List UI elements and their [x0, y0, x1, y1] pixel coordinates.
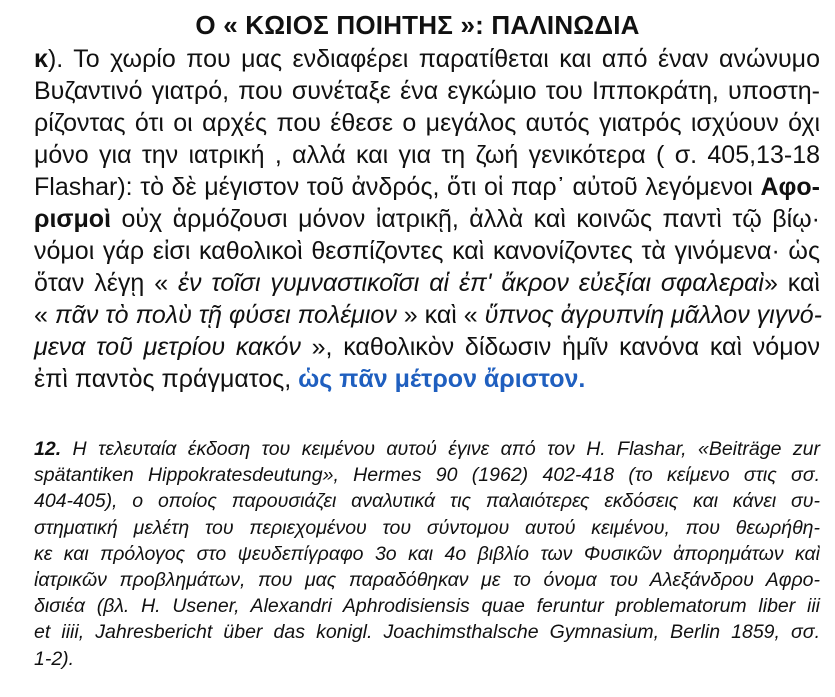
text-line: « πᾶν τὸ πολὺ τῇ φύσει πολέμιον » καὶ « ὕπνος ἀγρυπνίη μᾶλλον γιγνό- [34, 301, 822, 329]
text-line: κ). Το χωρίο που μας ενδιαφέρει παρατίθεται και από έναν ανώνυμο [34, 45, 820, 73]
bold-term: Αφο- [760, 173, 820, 201]
footnote-line: 404-405), ο οποίος παρουσιάζει αναλυτικά τις παλαιότερες εκδόσεις και κάνει συ- [34, 490, 820, 513]
quotation: ἐν τοῖσι γυμναστικοῖσι αἱ ἐπ' ἄκρον εὐεξίαι σφαλεραὶ [178, 269, 764, 297]
highlighted-phrase: ὡς πᾶν μέτρον ἄριστον. [298, 365, 586, 393]
text-line: Flashar): τὸ δὲ μέγιστον τοῦ ἀνδρός, ὅτι οἱ παρ᾽ αὐτοῦ λεγόμενοι Αφο- [34, 173, 820, 201]
text-line: Βυζαντινό γιατρό, που συνέταξε ένα εγκώμιο του Ιπποκράτη, υποστη- [34, 77, 820, 105]
text-line: ρισμοὶ οὐχ ἁρμόζουσι μόνον ἰατρικῇ, ἀλλὰ καὶ κοινῶς παντὶ τῷ βίῳ· [34, 205, 820, 233]
quotation: πᾶν τὸ πολὺ τῇ φύσει πολέμιον [54, 301, 397, 329]
footnote-line: κε και πρόλογος στο ψευδεπίγραφο 3ο και 4ο βιβλίο των Φυσικῶν ἀπορημάτων καὶ [34, 542, 820, 565]
text-line: ρίζοντας ότι οι αρχές που έθεσε ο μεγάλος αυτός γιατρός ισχύουν όχι [34, 109, 820, 137]
footnote-line: στηματική μελέτη του περιεχομένου του σύντομου αυτού κειμένου, που θεωρήθη- [34, 516, 820, 539]
bold-term: ρισμοὶ [34, 205, 112, 233]
item-letter: κ [34, 45, 48, 73]
footnote [34, 436, 820, 672]
footnote-line: δισιέα (βλ. H. Usener, Alexandri Aphrodisiensis quae feruntur problematorum liber iii [34, 595, 820, 618]
footnote-line: ἰατρικῶν προβλημάτων, που μας παραδόθηκαν με το όνομα του Αλεξάνδρου Αφρο- [34, 569, 820, 592]
text-line: μενα τοῦ μετρίου κακόν », καθολικὸν δίδωσιν ἡμῖν κανόνα καὶ νόμον [34, 333, 821, 361]
main-text [34, 43, 820, 395]
page-title: Ο « ΚΩΙΟΣ ΠΟΙΗΤΗΣ »: ΠΑΛΙΝΩΔΙΑ [195, 10, 640, 40]
text-line: ἐπὶ παντὸς πράγματος, ὡς πᾶν μέτρον ἄριστον. [34, 365, 586, 393]
footnote-number: 12. [34, 438, 62, 460]
text-line: μόνο για την ιατρική , αλλά και για τη ζωή γενικότερα ( σ. 405,13-18 [34, 141, 820, 169]
quotation: μενα τοῦ μετρίου κακόν [34, 333, 301, 361]
footnote-line: spätantiken Hippokratesdeutung», Hermes 90 (1962) 402-418 (το κείμενο στις σσ. [34, 464, 820, 487]
footnote-line: 12. Η τελευταία έκδοση του κειμένου αυτού έγινε από τον H. Flashar, «Beiträge zur [34, 438, 820, 460]
quotation: ὕπνος ἀγρυπνίη μᾶλλον γιγνό- [484, 301, 822, 329]
footnote-line: et iiii, Jahresbericht über das konigl. Joachimsthalsche Gymnasium, Berlin 1859, σσ. [34, 621, 820, 644]
text-line: νόμοι γάρ εἰσι καθολικοὶ θεσπίζοντες καὶ κανονίζοντες τὰ γινόμενα· ὡς [34, 237, 820, 265]
footnote-line: 1-2). [34, 647, 75, 670]
text-line: ὅταν λέγῃ « ἐν τοῖσι γυμναστικοῖσι αἱ ἐπ' ἄκρον εὐεξίαι σφαλεραὶ» καὶ [34, 269, 820, 297]
